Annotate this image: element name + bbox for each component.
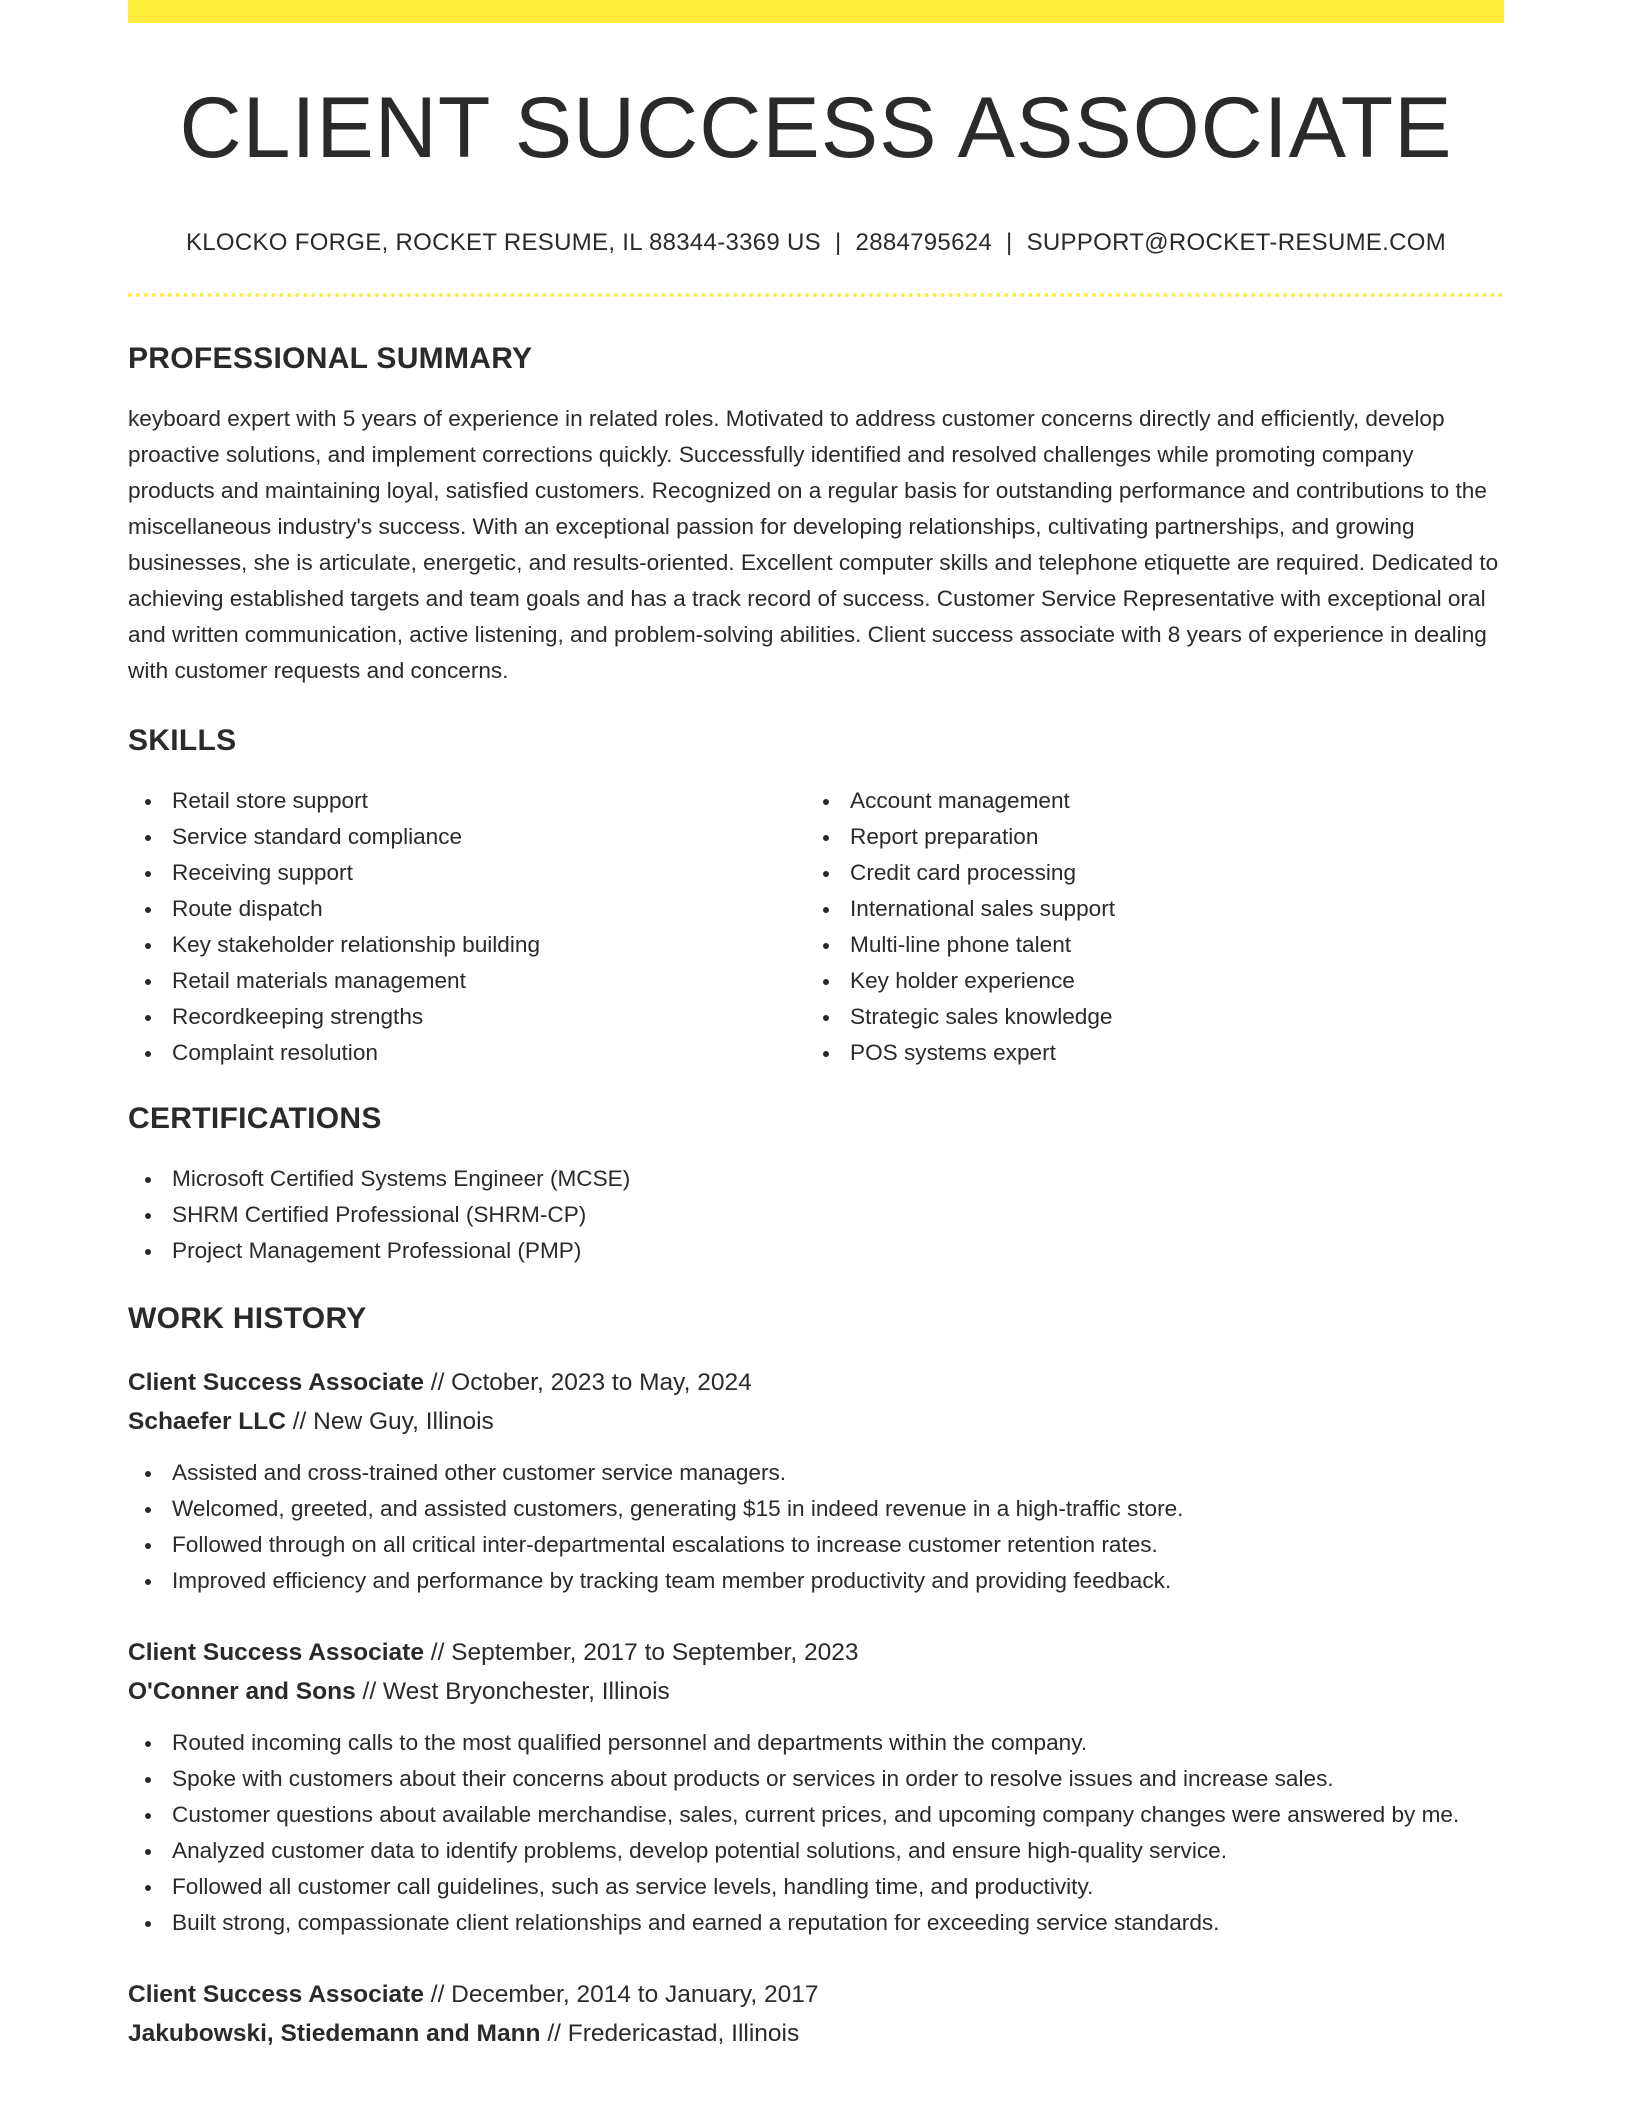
- skill-item: POS systems expert: [806, 1035, 1484, 1071]
- skills-columns: [128, 783, 1504, 1071]
- resume-name-title: CLIENT SUCCESS ASSOCIATE: [179, 80, 1453, 176]
- job-entry: [128, 1633, 1504, 1941]
- job-bullet: Followed through on all critical inter-departmental escalations to increase customer retention rates.: [128, 1527, 1504, 1563]
- job-company: O'Conner and Sons: [128, 1677, 356, 1705]
- job-company-line: [128, 1402, 1504, 1441]
- job-bullet: Spoke with customers about their concerns about products or services in order to resolve issues and increase sales.: [128, 1761, 1504, 1797]
- contact-separator: |: [835, 229, 842, 256]
- section-title-skills: SKILLS: [128, 723, 237, 757]
- certifications-list: [128, 1161, 1504, 1269]
- job-role: Client Success Associate: [128, 1638, 424, 1666]
- job-role-line: [128, 1633, 1504, 1672]
- skill-item: Key stakeholder relationship building: [128, 927, 806, 963]
- certification-item: SHRM Certified Professional (SHRM-CP): [128, 1197, 1504, 1233]
- job-dates: // September, 2017 to September, 2023: [423, 1638, 859, 1666]
- skill-item: Key holder experience: [806, 963, 1484, 999]
- skill-item: International sales support: [806, 891, 1484, 927]
- job-bullet: Routed incoming calls to the most qualified personnel and departments within the company.: [128, 1725, 1504, 1761]
- job-bullets: [128, 1455, 1504, 1599]
- skill-item: Route dispatch: [128, 891, 806, 927]
- job-bullet: Improved efficiency and performance by tracking team member productivity and providing feedback.: [128, 1563, 1504, 1599]
- accent-top-bar: [128, 0, 1504, 23]
- job-bullet: Built strong, compassionate client relationships and earned a reputation for exceeding service standards.: [128, 1905, 1504, 1941]
- job-company-line: [128, 2014, 1504, 2053]
- job-bullet: Followed all customer call guidelines, such as service levels, handling time, and productivity.: [128, 1869, 1504, 1905]
- job-entry: [128, 1363, 1504, 1599]
- skill-item: Recordkeeping strengths: [128, 999, 806, 1035]
- job-bullet: Analyzed customer data to identify problems, develop potential solutions, and ensure high-quality service.: [128, 1833, 1504, 1869]
- contact-separator: |: [1006, 229, 1013, 256]
- section-title-certifications: CERTIFICATIONS: [128, 1101, 382, 1135]
- skills-list-right: [806, 783, 1484, 1071]
- job-bullets: [128, 1725, 1504, 1941]
- job-role-line: [128, 1975, 1504, 2014]
- job-location: // New Guy, Illinois: [285, 1407, 494, 1435]
- job-location: // West Bryonchester, Illinois: [355, 1677, 670, 1705]
- contact-address: KLOCKO FORGE, ROCKET RESUME, IL 88344-3369 US: [185, 229, 821, 256]
- job-company-line: [128, 1672, 1504, 1711]
- skill-item: Credit card processing: [806, 855, 1484, 891]
- skill-item: Receiving support: [128, 855, 806, 891]
- job-entry: [128, 1975, 1504, 2053]
- certification-item: Microsoft Certified Systems Engineer (MCSE): [128, 1161, 1504, 1197]
- section-title-summary: PROFESSIONAL SUMMARY: [128, 341, 533, 375]
- job-company: Jakubowski, Stiedemann and Mann: [128, 2019, 541, 2047]
- skill-item: Complaint resolution: [128, 1035, 806, 1071]
- contact-email: SUPPORT@ROCKET-RESUME.COM: [1026, 229, 1447, 256]
- job-bullet: Assisted and cross-trained other customer service managers.: [128, 1455, 1504, 1491]
- job-location: // Fredericastad, Illinois: [540, 2019, 800, 2047]
- skills-list-left: [128, 783, 806, 1071]
- job-dates: // December, 2014 to January, 2017: [423, 1980, 819, 2008]
- job-role-line: [128, 1363, 1504, 1402]
- skill-item: Strategic sales knowledge: [806, 999, 1484, 1035]
- skill-item: Report preparation: [806, 819, 1484, 855]
- skill-item: Multi-line phone talent: [806, 927, 1484, 963]
- job-dates: // October, 2023 to May, 2024: [423, 1368, 752, 1396]
- contact-phone: 2884795624: [855, 229, 993, 256]
- job-bullet: Welcomed, greeted, and assisted customers, generating $15 in indeed revenue in a high-traffic store.: [128, 1491, 1504, 1527]
- skill-item: Retail materials management: [128, 963, 806, 999]
- job-company: Schaefer LLC: [128, 1407, 286, 1435]
- resume-page: [128, 0, 1504, 2053]
- job-bullet: Customer questions about available merchandise, sales, current prices, and upcoming company changes were answered by me.: [128, 1797, 1504, 1833]
- dotted-divider: [128, 293, 1504, 297]
- skill-item: Service standard compliance: [128, 819, 806, 855]
- skill-item: Account management: [806, 783, 1484, 819]
- job-role: Client Success Associate: [128, 1368, 424, 1396]
- certification-item: Project Management Professional (PMP): [128, 1233, 1504, 1269]
- summary-text: keyboard expert with 5 years of experience in related roles. Motivated to address customer concerns directly and efficiently, develop proactive solutions, and implement corrections quickly. Successfully identified and resolved challenges while promoting company products and maintaining loyal, satisfied customers. Recognized on a regular basis for outstanding performance and contributions to the miscellaneous industry's success. With an exceptional passion for developing relationships, cultivating partnerships, and growing businesses, she is articulate, energetic, and results-oriented. Excellent computer skills and telephone etiquette are required. Dedicated to achieving established targets and team goals and has a track record of success. Customer Service Representative with exceptional oral and written communication, active listening, and problem-solving abilities. Client success associate with 8 years of experience in dealing with customer requests and concerns.: [128, 405, 1499, 683]
- section-title-work-history: WORK HISTORY: [128, 1301, 367, 1335]
- job-role: Client Success Associate: [128, 1980, 424, 2008]
- contact-line: [128, 229, 1504, 258]
- skill-item: Retail store support: [128, 783, 806, 819]
